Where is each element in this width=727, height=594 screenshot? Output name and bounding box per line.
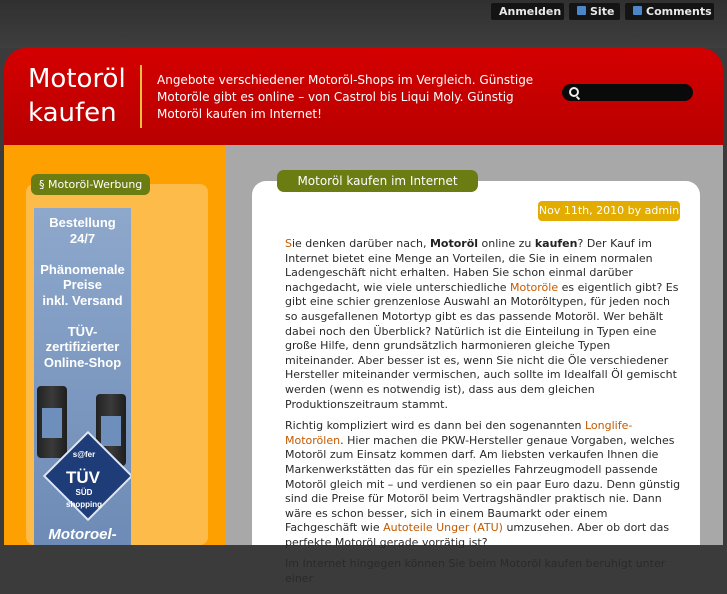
- longlife-link[interactable]: Longlife-Motorölen: [285, 419, 633, 447]
- text: Richtig kompliziert wird es dann bei den sogenannten: [285, 419, 585, 433]
- bold-text: kaufen: [534, 237, 578, 250]
- ad-banner[interactable]: [34, 208, 131, 545]
- comments-feed-label: Comments: [646, 5, 712, 18]
- ad-badge-bottom: shopping: [66, 500, 102, 509]
- site-title-line1: Motoröl: [28, 64, 126, 94]
- post-meta: Nov 11th, 2010 by admin: [538, 201, 680, 221]
- site-feed-label: Site: [590, 5, 615, 18]
- site-feed-link[interactable]: [569, 3, 620, 20]
- site-title-line2: kaufen: [28, 98, 117, 128]
- widget-title: § Motoröl-Werbung: [31, 174, 150, 195]
- text: es eigentlich gibt? Es gibt eine schier grenzenlose Auswahl an Motoröltypen, für jeden noch so ausgefallenen Motortyp gibt es das passende Motoröl. Wer behält dabei noch den Überblick? Natürlich ist die Einteilung in Typen eine große Hilfe, denn grundsätzlich harmonieren gleiche Typen miteinander. Aber besser ist es, wenn Sie nicht die Öle verschiedener Hersteller miteinander vermischen, auch sollte im Idealfall Öl gemischt werden (wenn es notwendig ist), dass aus dem gleichen Produktionszeitraum stammt.: [285, 280, 679, 411]
- ad-line: inkl. Versand: [42, 293, 123, 308]
- search-box: [562, 84, 693, 101]
- drop-cap: S: [285, 237, 292, 250]
- text: . Hier machen die PKW-Hersteller genaue Vorgaben, welches Motoröl zum Einsatz kommen darf. Am liebsten verkaufen Ihnen die Markenwerkstätten das für ein spezielles Fahrzeugmodell passende Motoröl gleich mit – und verdienen so ein paar Euro dazu. Denn günstig sind die Preise für Motoröl beim Vertragshändler praktisch nie. Dann wäre es schon besser, sich in einem Baumarkt oder einem Fachgeschäft wie: [285, 433, 681, 535]
- ad-line: zertifizierter: [45, 339, 120, 354]
- ad-line: Phänomenale: [40, 262, 125, 277]
- post-title-link[interactable]: Motoröl kaufen im Internet: [277, 170, 478, 192]
- post-paragraph: [285, 557, 681, 586]
- oil-canister-image: [37, 386, 67, 458]
- header-divider: [140, 65, 142, 128]
- ad-footer: Motoroel-: [48, 526, 117, 543]
- post-paragraph: [285, 419, 681, 550]
- ad-badge-main: TÜV: [66, 468, 100, 487]
- text: ie denken darüber nach,: [291, 237, 430, 250]
- rss-icon: [577, 6, 586, 15]
- ad-badge-top: s@fer: [72, 450, 96, 459]
- rss-icon: [633, 6, 642, 15]
- ad-badge-sub: SÜD: [75, 488, 93, 497]
- search-icon[interactable]: [569, 87, 579, 97]
- login-link[interactable]: [491, 3, 564, 20]
- post-body: [285, 237, 681, 594]
- text: online zu: [478, 237, 535, 250]
- site-header: [4, 48, 723, 145]
- text: umzusehen. Aber ob dort das perfekte Motoröl gerade vorrätig ist?: [285, 521, 670, 549]
- login-label: Anmelden: [499, 5, 562, 18]
- site-title-link[interactable]: [28, 62, 138, 130]
- post-paragraph: [285, 237, 681, 412]
- bold-text: Motoröl: [429, 237, 479, 250]
- motoroele-link[interactable]: Motoröle: [510, 280, 559, 294]
- atu-link[interactable]: Autoteile Unger (ATU): [383, 521, 503, 535]
- ad-line: TÜV-: [67, 324, 98, 339]
- comments-feed-link[interactable]: [625, 3, 714, 20]
- text: ? Der Kauf im Internet bietet eine Menge an Vorteilen, die Sie in einem normalen Ladengeschäft nicht erhalten. Haben Sie schon einmal darüber nachgedacht, wie viele unterschiedliche: [285, 237, 653, 294]
- ad-line: 24/7: [69, 231, 96, 246]
- search-input[interactable]: [582, 86, 682, 98]
- site-tagline: Angebote verschiedener Motoröl-Shops im Vergleich. Günstige Motoröle gibt es online – von Castrol bis Liqui Moly. Günstig Motoröl kaufen im Internet!: [157, 73, 534, 121]
- text: Im Internet hingegen können Sie beim Motoröl kaufen beruhigt unter einer: [285, 557, 666, 586]
- ad-line: Online-Shop: [43, 355, 122, 370]
- ad-line: Bestellung: [49, 215, 116, 230]
- ad-line: Preise: [62, 277, 103, 292]
